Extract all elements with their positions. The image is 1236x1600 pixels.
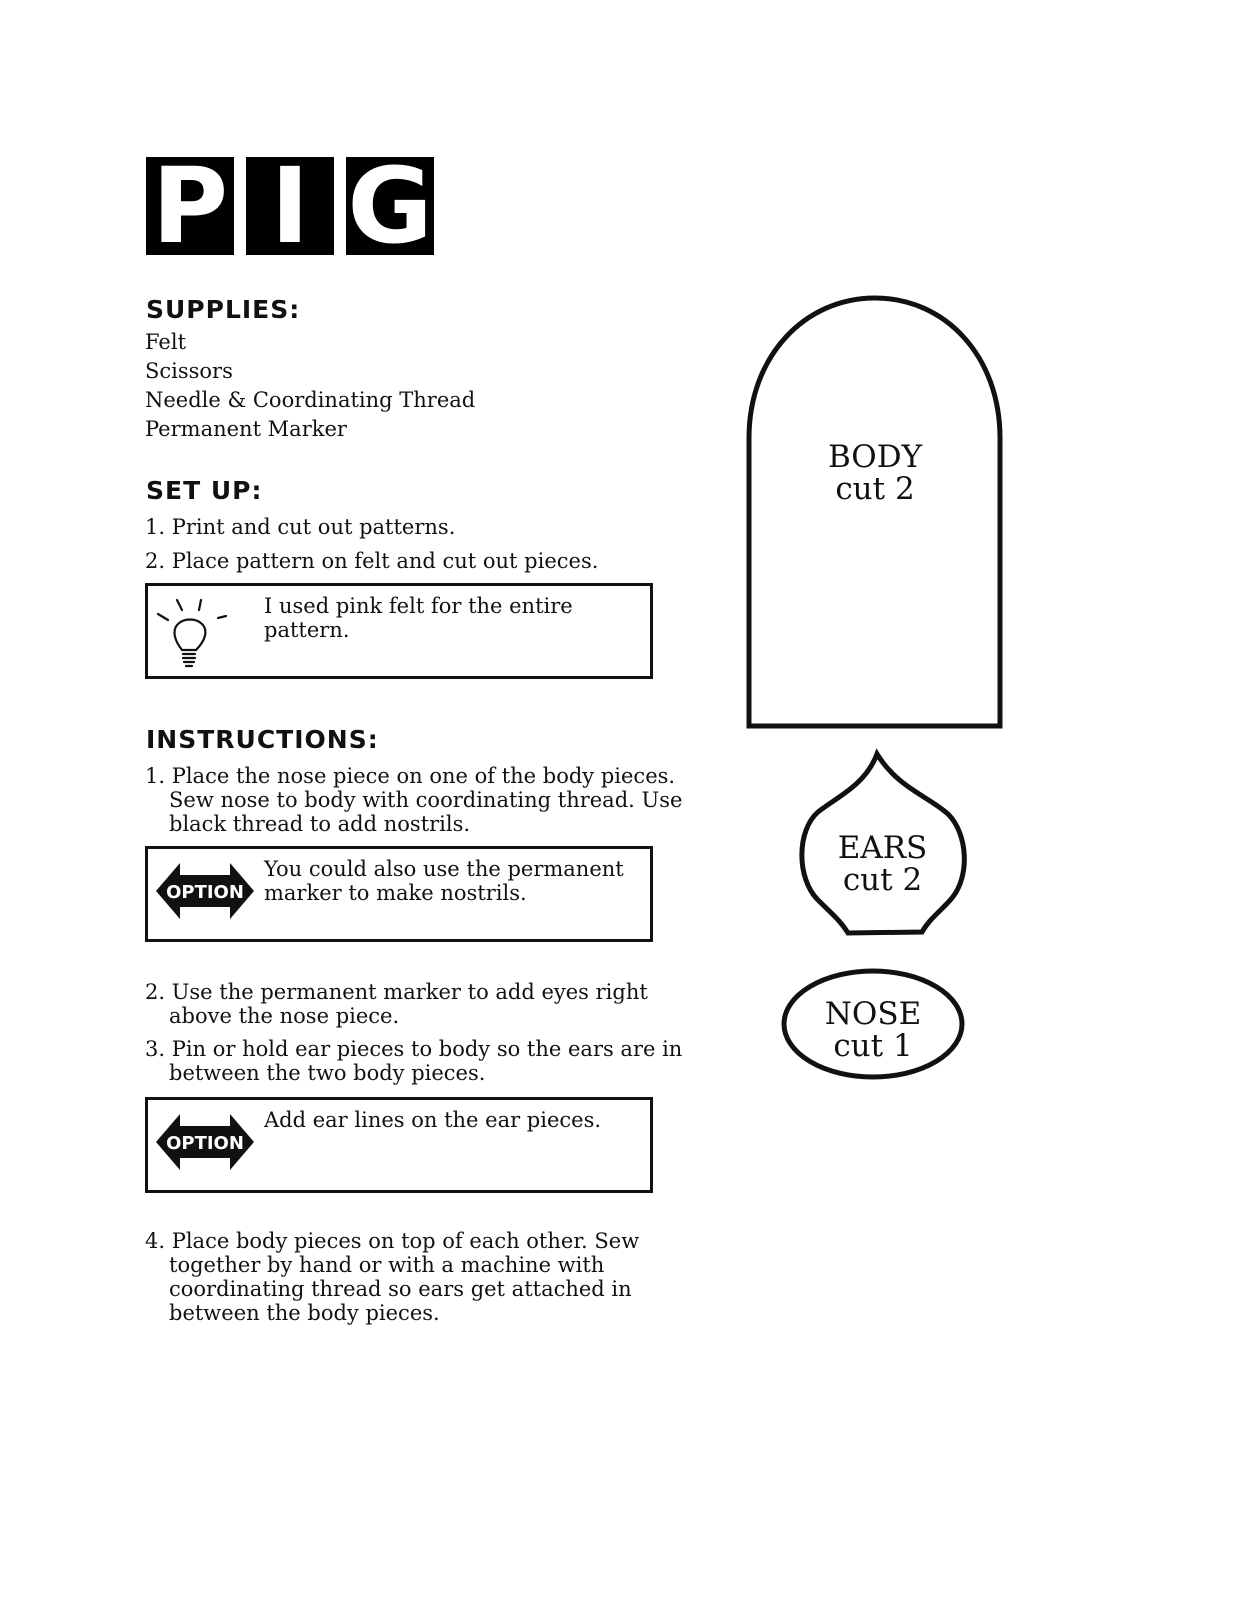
supply-item: Permanent Marker bbox=[145, 417, 347, 441]
supply-item: Needle & Coordinating Thread bbox=[145, 388, 476, 412]
setup-heading: SET UP: bbox=[146, 476, 263, 505]
ears-pattern-name: EARS bbox=[837, 830, 928, 866]
option-label: OPTION bbox=[166, 1133, 244, 1154]
title-letter-p: P bbox=[146, 157, 234, 255]
body-pattern-outline bbox=[749, 298, 1000, 726]
setup-step-2: 2. Place pattern on felt and cut out pieces. bbox=[145, 549, 599, 573]
ears-pattern-count: cut 2 bbox=[842, 862, 923, 898]
nose-pattern-label bbox=[790, 998, 956, 1062]
instruction-step-3: 3. Pin or hold ear pieces to body so the ears are in between the two body pieces. bbox=[145, 1037, 683, 1085]
title-letter-i: I bbox=[246, 157, 334, 255]
instructions-heading: INSTRUCTIONS: bbox=[146, 725, 379, 754]
body-pattern-name: BODY bbox=[827, 439, 923, 475]
instruction-step-4: 4. Place body pieces on top of each other. Sew together by hand or with a machine with coordinating thread so ears get attached in between the body pieces. bbox=[145, 1229, 640, 1325]
supply-item: Scissors bbox=[145, 359, 233, 383]
nose-pattern-name: NOSE bbox=[824, 996, 922, 1032]
instruction-step-2: 2. Use the permanent marker to add eyes right above the nose piece. bbox=[145, 980, 648, 1028]
ears-pattern-label bbox=[800, 832, 965, 896]
setup-step-1: 1. Print and cut out patterns. bbox=[145, 515, 456, 539]
body-pattern-label bbox=[790, 441, 960, 505]
nose-pattern-count: cut 1 bbox=[833, 1028, 913, 1064]
supply-item: Felt bbox=[145, 330, 187, 354]
tip-text: I used pink felt for the entire pattern. bbox=[264, 594, 573, 642]
supplies-heading: SUPPLIES: bbox=[146, 295, 301, 324]
body-pattern-count: cut 2 bbox=[835, 471, 915, 507]
instruction-step-1: 1. Place the nose piece on one of the body pieces. Sew nose to body with coordinating thread. Use black thread to add nostrils. bbox=[145, 764, 683, 836]
option-text-2: Add ear lines on the ear pieces. bbox=[264, 1108, 602, 1132]
option-text-1: You could also use the permanent marker to make nostrils. bbox=[264, 857, 624, 905]
option-label: OPTION bbox=[166, 882, 244, 903]
title-letter-g: G bbox=[347, 157, 433, 255]
